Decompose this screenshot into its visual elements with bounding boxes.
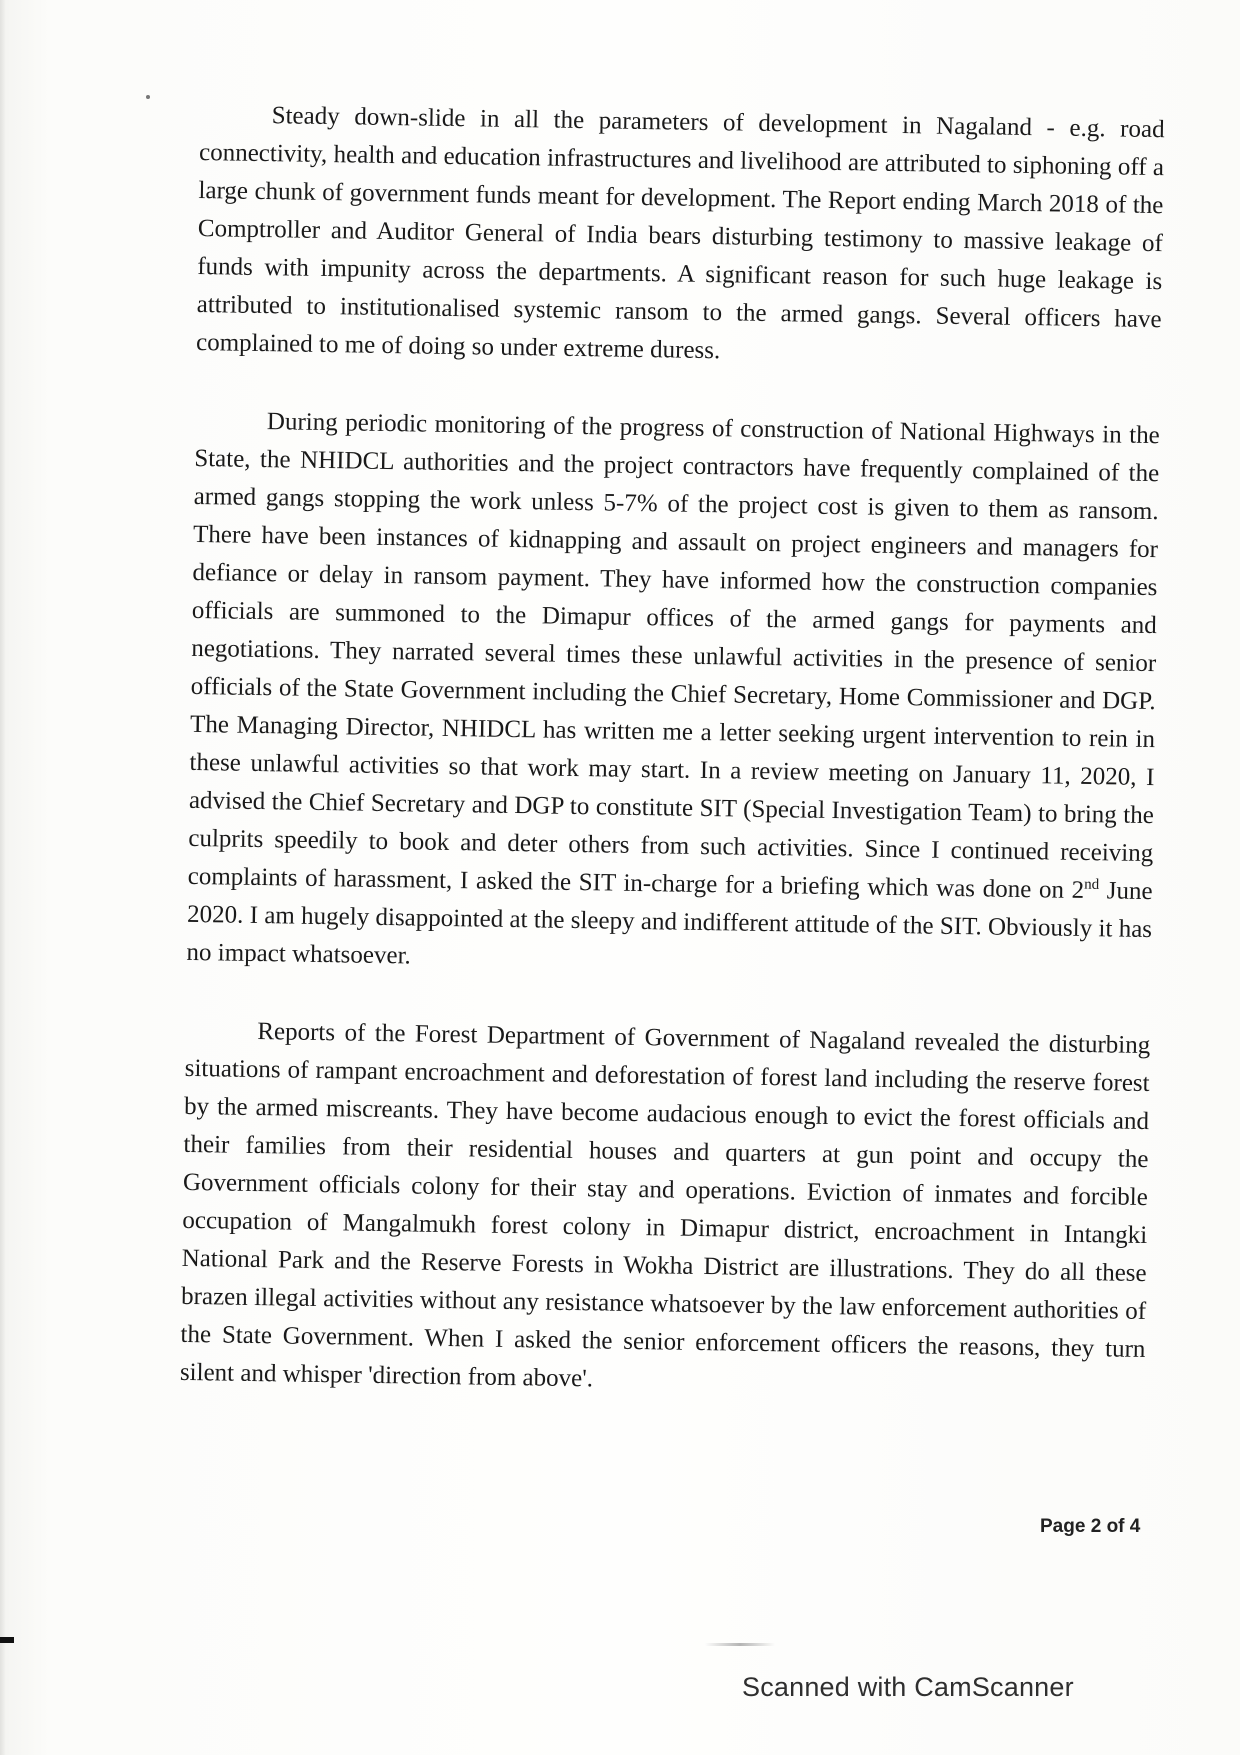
page-label: Page bbox=[1040, 1516, 1086, 1537]
ordinal-suffix: nd bbox=[1084, 876, 1100, 893]
paragraph-nhidcl-text-end: June 2020. I am hugely disappointed at the sleepy and indifferent attitude of the SIT. Obviously it has no impact whatsoever. bbox=[186, 877, 1153, 970]
letter-body bbox=[179, 96, 1165, 1447]
paragraph-forest-encroachment: Reports of the Forest Department of Government of Nagaland revealed the disturbing situations of rampant encroachment and deforestation of forest land including the reserve forest by the armed miscreants. They have become audacious enough to evict the forest officials and their families from their residential houses and quarters at gun point and occupy the Government officials colony for their stay and operations. Eviction of inmates and forcible occupation of Mangalmukh forest colony in Dimapur district, encroachment in Intangki National Park and the Reserve Forests in Wokha District are illustrations. They do all these brazen illegal activities without any resistance whatsoever by the law enforcement authorities of the State Government. When I asked the senior enforcement officers the reasons, they turn silent and whisper 'direction from above'. bbox=[179, 1018, 1151, 1393]
page-number bbox=[1040, 1516, 1140, 1538]
scan-speck bbox=[146, 95, 150, 99]
page-current: 2 bbox=[1090, 1516, 1102, 1537]
page-total: 4 bbox=[1129, 1516, 1141, 1537]
camscanner-watermark: Scanned with CamScanner bbox=[742, 1672, 1074, 1702]
paragraph-nhidcl-text-start: During periodic monitoring of the progress of construction of National Highways in the State, the NHIDCL authorities and the project contractors have frequently complained of the armed gangs stopping the work unless 5-7% of the project cost is given to them as ransom. There have been instances of kidnapping and assault on project engineers and managers for defiance or delay in ransom payment. They have informed how the construction companies officials are summoned to the Dimapur offices of the armed gangs for payments and negotiations. They narrated several times these unlawful activities in the presence of senior officials of the State Government including the Chief Secretary, Home Commissioner and DGP. The Managing Director, NHIDCL has written me a letter seeking urgent intervention to rein in these unlawful activities so that work may start. In a review meeting on January 11, 2020, I advised the Chief Secretary and DGP to constitute SIT (Special Investigation Team) to bring the culprits speedily to book and deter others from such activities. Since I continued receiving complaints of harassment, I asked the SIT in-charge for a briefing which was done on 2 bbox=[187, 408, 1160, 904]
scan-smudge bbox=[705, 1643, 775, 1646]
page-edge-shadow bbox=[0, 0, 6, 1755]
page-of: of bbox=[1106, 1516, 1125, 1537]
paragraph-development-leakage: Steady down-slide in all the parameters of development in Nagaland - e.g. road connectivity, health and education infrastructures and livelihood are attributed to siphoning off a large chunk of government funds meant for development. The Report ending March 2018 of the Comptroller and Auditor General of India bears disturbing testimony to massive leakage of funds with impunity across the departments. A significant reason for such huge leakage is attributed to institutionalised systemic ransom to the armed gangs. Several officers have complained to me of doing so under extreme duress. bbox=[195, 102, 1165, 365]
paragraph-nhidcl-ransom bbox=[186, 402, 1160, 987]
binding-edge-mark bbox=[0, 1637, 14, 1643]
